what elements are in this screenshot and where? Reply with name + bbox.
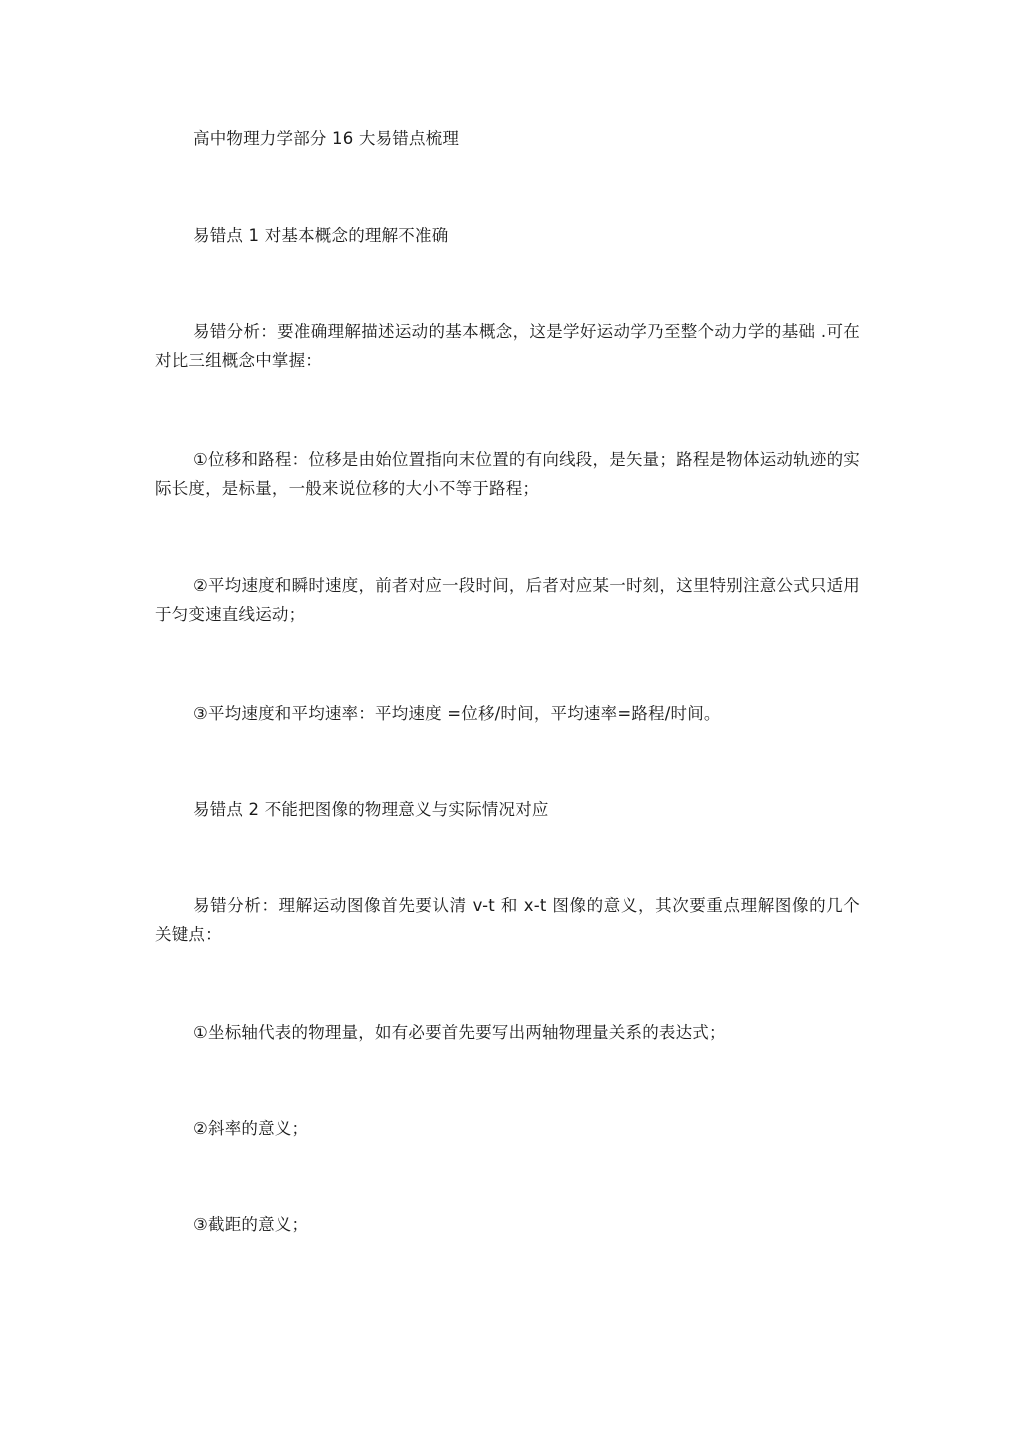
analysis-paragraph-1: 易错分析：要准确理解描述运动的基本概念，这是学好运动学乃至整个动力学的基础 .可在对比三组概念中掌握： bbox=[155, 322, 860, 370]
heading-error-point-1: 易错点 1 对基本概念的理解不准确 bbox=[193, 226, 449, 245]
list-item-average-instant-velocity: ②平均速度和瞬时速度，前者对应一段时间，后者对应某一时刻，这里特别注意公式只适用于匀变速直线运动； bbox=[155, 576, 860, 624]
analysis-paragraph-2: 易错分析：理解运动图像首先要认清 v-t 和 x-t 图像的意义，其次要重点理解图像的几个关键点： bbox=[155, 896, 860, 944]
list-item-displacement-path: ①位移和路程：位移是由始位置指向末位置的有向线段，是矢量；路程是物体运动轨迹的实际长度，是标量，一般来说位移的大小不等于路程； bbox=[155, 450, 860, 498]
document-title: 高中物理力学部分 16 大易错点梳理 bbox=[193, 129, 460, 148]
list-item-axis-quantity: ①坐标轴代表的物理量，如有必要首先要写出两轴物理量关系的表达式； bbox=[193, 1023, 726, 1042]
list-item-slope-meaning: ②斜率的意义； bbox=[193, 1119, 309, 1138]
list-item-intercept-meaning: ③截距的意义； bbox=[193, 1215, 309, 1234]
list-item-average-velocity-speed: ③平均速度和平均速率：平均速度 =位移/时间，平均速率=路程/时间。 bbox=[193, 704, 721, 723]
heading-error-point-2: 易错点 2 不能把图像的物理意义与实际情况对应 bbox=[193, 800, 549, 819]
